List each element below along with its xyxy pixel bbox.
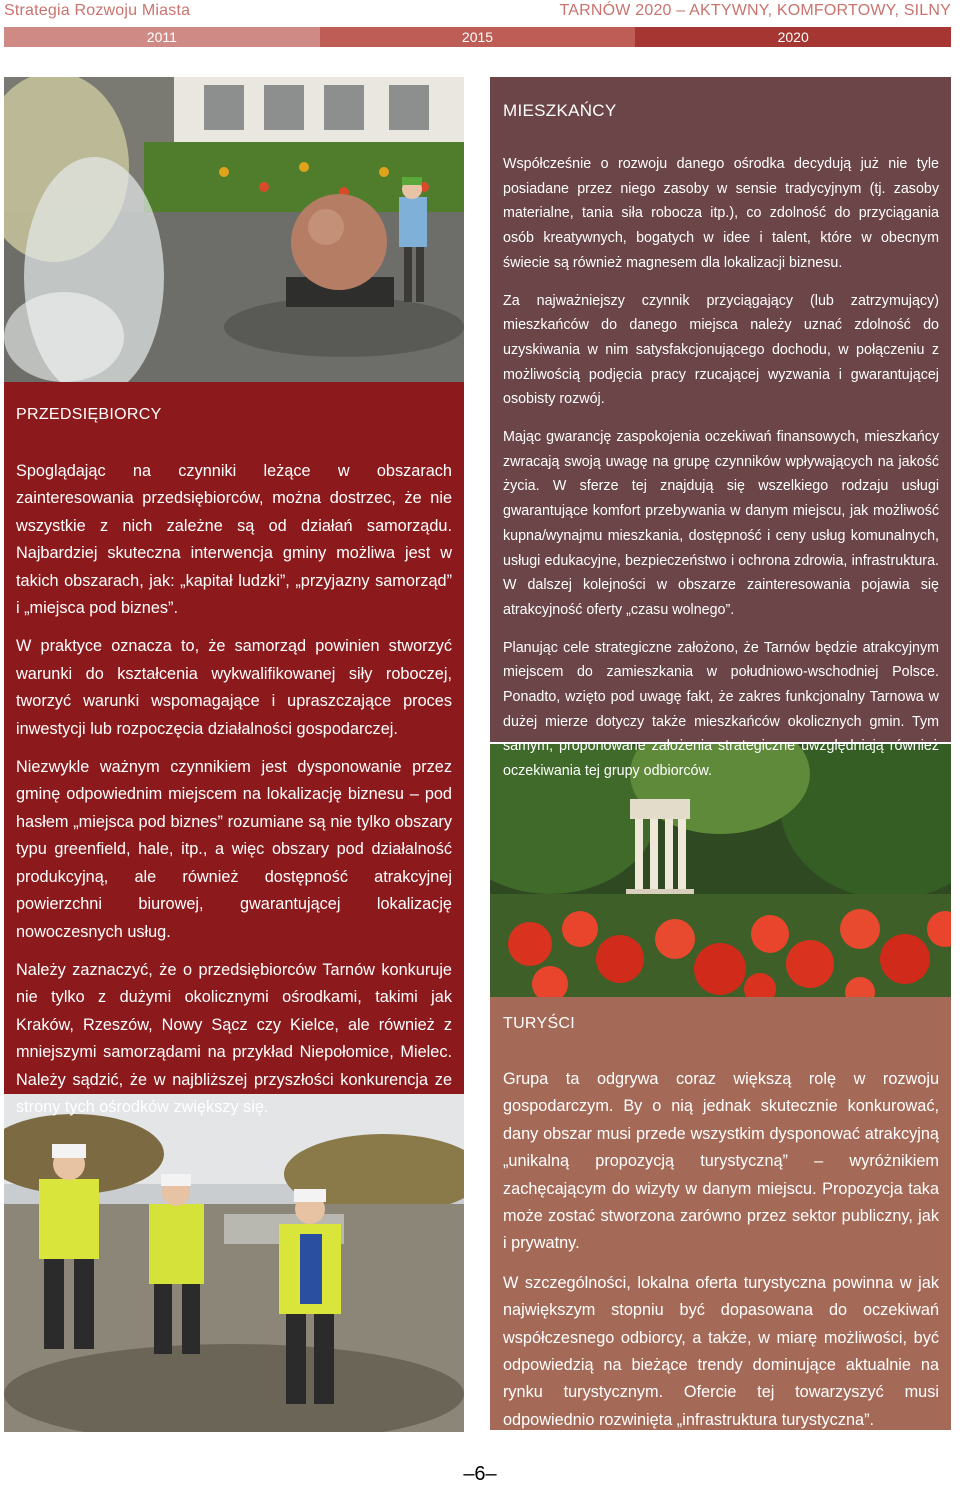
- mieszkancy-paragraph-2: Za najważniejszy czynnik przyciągający (lub zatrzymujący) mieszkańców do danego miejsca należy uznać zdolność do uzyskiwania w nim satysfakcjonującego dochodu, w połączeniu z możliwością podjęcia pracy rzucającej wyzwania i gwarantującej osobisty rozwój.: [503, 292, 939, 408]
- turysci-paragraph-1: Grupa ta odgrywa coraz większą rolę w rozwoju gospodarczym. By o nią jednak skutecznie konkurować, dany obszar musi przede wszystkim dysponować atrakcyjną „unikalną propozycją turystyczną” – wyróżnikiem zachęcającym do wizyty w danym miejscu. Propozycja taka może zostać stworzona zarówno przez sektor publiczny, jak i prywatny.: [503, 1070, 939, 1253]
- przedsiebiorcy-paragraph-1: Spoglądając na czynniki leżące w obszarach zainteresowania przedsiębiorców, można dostrzec, że nie wszystkie z nich zależne są od działań samorządu. Najbardziej skuteczna interwencja gminy możliwa jest w takich obszarach, jak: „kapitał ludzki”, „przyjazny samorząd” i „miejsca pod biznes”.: [16, 462, 452, 618]
- timeline-bar: [4, 27, 951, 47]
- timeline-2020: 2020: [635, 27, 951, 47]
- turysci-title: TURYŚCI: [503, 1015, 576, 1032]
- przedsiebiorcy-paragraph-4: Należy zaznaczyć, że o przedsiębiorców Tarnów konkuruje nie tylko z dużymi okolicznymi ośrodkami, takimi jak Kraków, Rzeszów, Nowy Sącz czy Kielce, ale również z mniejszymi samorządami na przykład Niepołomice, Mielec. Należy sądzić, że w najbliższej przyszłości konkurencja ze strony tych ośrodków zwiększy się.: [16, 960, 452, 1116]
- photo-construction-workers: [4, 1094, 464, 1432]
- przedsiebiorcy-paragraph-2: W praktyce oznacza to, że samorząd powinien stworzyć warunki do kształcenia wykwalifikowanej siły roboczej, tworzyć warunki wspomagające i upraszczające proces inwestycji lub rozpoczęcia działalności gospodarczej.: [16, 637, 452, 738]
- timeline-2011: 2011: [4, 27, 320, 47]
- turysci-paragraph-2: W szczególności, lokalna oferta turystyczna powinna w jak największym stopniu być dopasowana do oczekiwań współczesnego odbiorcy, a także, w miarę możliwości, być odpowiedzią na bieżące trendy dominujące aktualnie na rynku turystycznym. Ofercie tej towarzyszyć musi odpowiednio rozwinięta „infrastruktura turystyczna”.: [503, 1273, 939, 1429]
- mieszkancy-body: [503, 152, 939, 797]
- mieszkancy-paragraph-3: Mając gwarancję zaspokojenia oczekiwań finansowych, mieszkańcy zwracają swoją uwagę na grupę czynników wpływających na jakość życia. W sferze tej znajdują się wszelkiego rodzaju usługi gwarantujące komfort przebywania w danym miejscu, jak możliwość kupna/wynajmu mieszkania, dostępność i ceny usług komunalnych, usługi edukacyjne, bezpieczeństwo i ochrona zdrowia, infrastruktura. W dalszej kolejności w obszarze zainteresowania pojawia się atrakcyjność oferty „czasu wolnego”.: [503, 429, 939, 618]
- panel-mieszkancy: [490, 77, 951, 780]
- page-number: –6–: [463, 1463, 497, 1485]
- przedsiebiorcy-body: [16, 458, 452, 1132]
- panel-turysci: [490, 997, 951, 1430]
- mieszkancy-title: MIESZKAŃCY: [503, 101, 617, 120]
- przedsiebiorcy-title: PRZEDSIĘBIORCY: [16, 406, 162, 423]
- panel-przedsiebiorcy: [4, 382, 464, 1116]
- mieszkancy-paragraph-4: Planując cele strategiczne założono, że Tarnów będzie atrakcyjnym miejscem do zamieszkania w południowo-wschodniej Polsce. Ponadto, wzięto pod uwagę fakt, że zakres funkcjonalny Tarnowa w dużej mierze dotyczy także mieszkańców okolicznych gmin. Tym samym, proponowane założenia strategiczne uwzględniają również oczekiwania tej grupy odbiorców.: [503, 639, 939, 780]
- header-left-title: Strategia Rozwoju Miasta: [4, 2, 191, 19]
- turysci-body: [503, 1066, 939, 1446]
- timeline-2015: 2015: [320, 27, 636, 47]
- photo-fountain-child: [4, 77, 464, 382]
- header-right-title: TARNÓW 2020 – AKTYWNY, KOMFORTOWY, SILNY: [559, 2, 951, 19]
- przedsiebiorcy-paragraph-3: Niezwykle ważnym czynnikiem jest dysponowanie przez gminę odpowiednim miejscem na lokalizację biznesu – pod hasłem „miejsca pod biznes” rozumiane są nie tylko obszary typu greenfield, hale, itp., a więc obszary pod działalność produkcyjną, ale również dostępność atrakcyjnej powierzchni biurowej, gwarantującej lokalizację nowoczesnych usług.: [16, 758, 452, 941]
- mieszkancy-paragraph-1: Współcześnie o rozwoju danego ośrodka decydują już nie tyle posiadane przez niego zasoby w sensie tradycyjnym (tj. zasoby materialne, tania siła robocza itp.), co zdolność do przyciągania osób kreatywnych, bogatych w idee i talent, które w obecnym świecie są również magnesem dla lokalizacji biznesu.: [503, 156, 939, 271]
